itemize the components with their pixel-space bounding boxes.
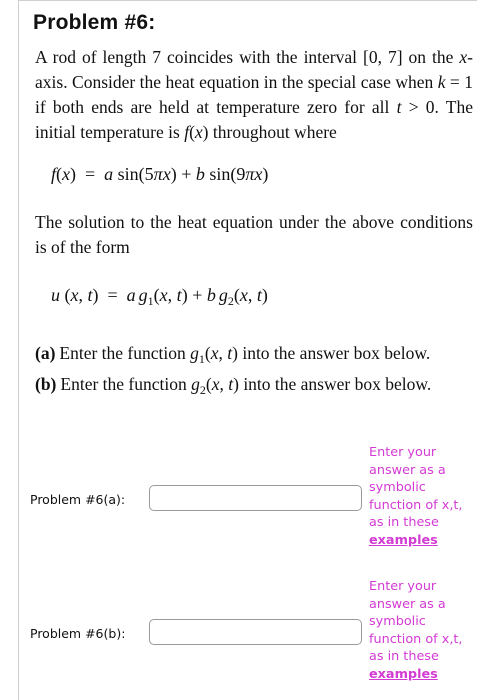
math-t: t <box>227 343 233 363</box>
math-x: x <box>62 164 71 184</box>
part-a-instruction <box>35 343 430 364</box>
math-t: t <box>176 285 182 305</box>
hint-line: Enter your <box>369 579 437 594</box>
math-plus: + <box>187 285 207 305</box>
math-a: a <box>126 285 136 305</box>
initial-condition-formula <box>51 164 268 185</box>
math-x: x <box>211 374 220 394</box>
math-comma: , <box>247 285 257 305</box>
examples-link[interactable]: examples <box>369 666 438 682</box>
math-t: t <box>87 285 93 305</box>
hint-line: as in these <box>369 515 439 531</box>
var-x: x <box>194 122 203 142</box>
answer-label-a: Problem #6(a): <box>30 492 126 507</box>
math-comma: , <box>78 285 88 305</box>
instruction-text: into the answer box below. <box>237 343 431 363</box>
intro-text: -axis. Consider the heat equation in the special case when <box>35 47 473 92</box>
intro-text: > 0. The initial temperature is <box>35 97 473 142</box>
problem-title: Problem #6: <box>33 11 156 34</box>
math-comma: , <box>219 374 229 394</box>
math-sin: sin(9 <box>204 164 246 184</box>
hint-a <box>369 444 474 550</box>
var-k: k <box>437 72 446 92</box>
math-paren: ( <box>205 374 212 394</box>
math-subscript: 1 <box>147 294 154 308</box>
hint-line: function of x,t, <box>369 497 463 513</box>
math-paren: ) <box>170 164 177 184</box>
hint-line: function of x,t, <box>369 631 463 647</box>
hint-line: symbolic <box>369 614 426 630</box>
math-g: g <box>191 374 200 394</box>
math-paren: ) <box>70 164 77 184</box>
math-paren: ( <box>233 285 240 305</box>
math-t: t <box>256 285 262 305</box>
math-g: g <box>138 285 148 305</box>
math-paren: ( <box>56 164 63 184</box>
examples-link[interactable]: examples <box>369 532 438 548</box>
part-b-label: (b) <box>35 374 57 394</box>
solution-formula <box>51 285 268 306</box>
math-pi: π <box>153 164 163 184</box>
math-equals: = <box>107 285 118 305</box>
problem-panel <box>18 0 477 700</box>
math-t: t <box>228 374 234 394</box>
math-paren: ) <box>261 285 268 305</box>
intro-text: ) throughout where <box>202 122 337 142</box>
var-t: t <box>396 97 402 117</box>
math-b: b <box>206 285 216 305</box>
math-g: g <box>218 285 228 305</box>
hint-line: answer as a <box>369 596 446 612</box>
math-x: x <box>70 285 79 305</box>
hint-line: as in these <box>369 649 439 665</box>
hint-b <box>369 578 474 684</box>
hint-line: answer as a <box>369 462 446 478</box>
math-x: x <box>210 343 219 363</box>
math-paren: ( <box>60 285 71 305</box>
math-g: g <box>190 343 199 363</box>
math-sin: sin(5 <box>113 164 154 184</box>
part-b-instruction <box>35 374 431 395</box>
math-plus: + <box>176 164 196 184</box>
math-paren: ) <box>233 374 239 394</box>
solution-text: The solution to the heat equation under the above conditions is of the form <box>35 212 473 257</box>
math-x: x <box>162 164 171 184</box>
instruction-text: into the answer box below. <box>238 374 432 394</box>
answer-input-a[interactable] <box>149 485 362 511</box>
math-subscript: 2 <box>227 294 234 308</box>
math-u: u <box>51 285 60 305</box>
math-paren: ) <box>232 343 238 363</box>
instruction-text: Enter the function <box>60 374 192 394</box>
math-paren: ( <box>153 285 160 305</box>
problem-intro <box>35 45 473 145</box>
math-paren: ) <box>262 164 269 184</box>
intro-text: = 1 if both ends are held at temperature zero for all <box>35 72 473 117</box>
answer-label-b: Problem #6(b): <box>30 626 126 641</box>
math-equals: = <box>85 164 96 184</box>
var-f: f <box>184 122 190 142</box>
math-comma: , <box>167 285 177 305</box>
math-x: x <box>159 285 168 305</box>
math-a: a <box>104 164 114 184</box>
math-x: x <box>239 285 248 305</box>
intro-text: ( <box>189 122 195 142</box>
hint-line: Enter your <box>369 445 437 460</box>
math-paren: ( <box>204 343 211 363</box>
math-subscript: 2 <box>199 383 206 397</box>
var-x: x <box>459 47 468 67</box>
math-f: f <box>51 164 57 184</box>
hint-line: symbolic <box>369 480 426 496</box>
intro-text: A rod of length 7 coincides with the interval [0, 7] on the <box>35 47 460 67</box>
math-paren: ) <box>181 285 188 305</box>
math-x: x <box>254 164 263 184</box>
answer-input-b[interactable] <box>149 619 362 645</box>
instruction-text: Enter the function <box>59 343 191 363</box>
math-pi: π <box>245 164 255 184</box>
math-comma: , <box>218 343 228 363</box>
math-subscript: 1 <box>198 352 205 366</box>
math-paren: ) <box>92 285 99 305</box>
math-b: b <box>195 164 205 184</box>
part-a-label: (a) <box>35 343 56 363</box>
